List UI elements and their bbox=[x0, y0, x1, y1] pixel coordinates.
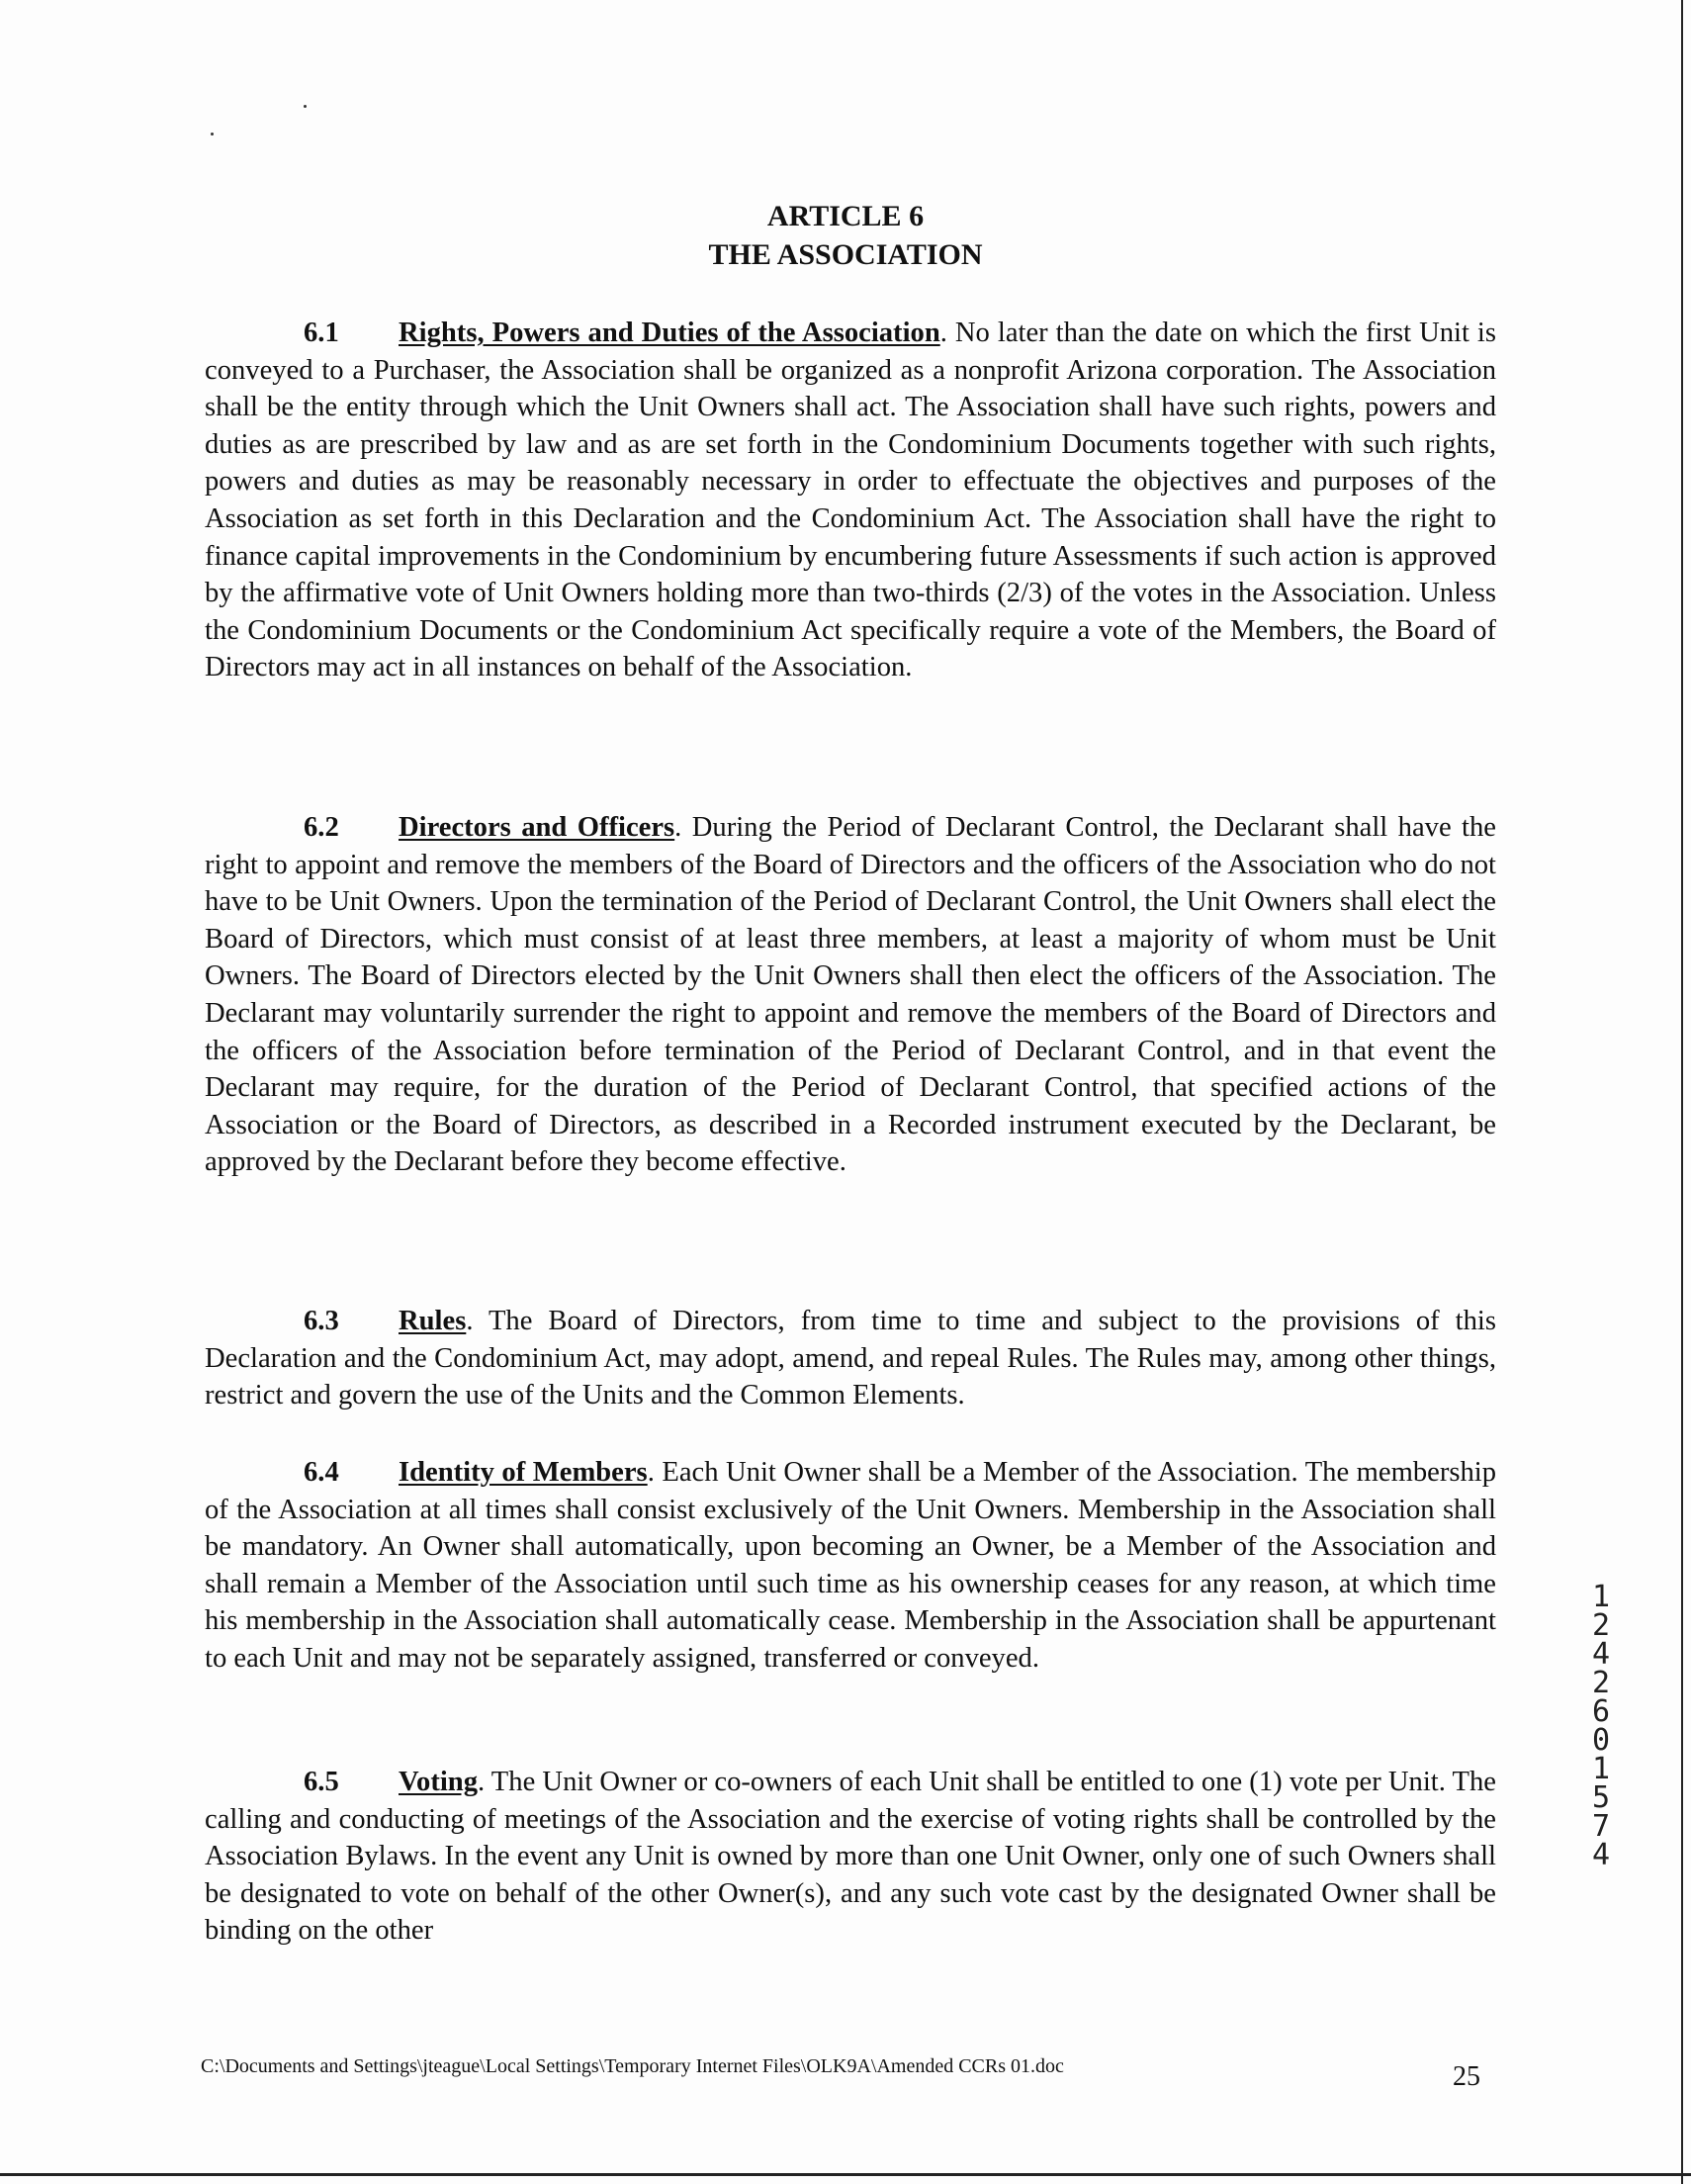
section-number: 6.5 bbox=[304, 1767, 339, 1797]
scan-speck bbox=[211, 133, 214, 136]
section-6-1-block bbox=[205, 315, 1496, 723]
section-6-2-block bbox=[205, 809, 1496, 1218]
section-paragraph bbox=[205, 1303, 1496, 1414]
article-title: THE ASSOCIATION bbox=[708, 238, 983, 271]
section-number: 6.3 bbox=[304, 1306, 339, 1336]
section-title: Rules bbox=[399, 1306, 467, 1336]
section-text: . Each Unit Owner shall be a Member of the Association. The membership of the Association at all times shall consist exclusively of the Unit Owners. Membership in the Association shall be mandatory. An Owner shall automatically, upon becoming an Owner, be a Member of the Association and shall remain a Member of the Association until such time as his ownership ceases for any reason, at which time his membership in the Association shall automatically cease. Membership in the Association shall be appurtenant to each Unit and may not be separately assigned, transferred or conveyed. bbox=[205, 1457, 1497, 1674]
footer-file-path: C:\Documents and Settings\jteague\Local Settings\Temporary Internet Files\OLK9A\Amended CCRs 01.doc bbox=[201, 2055, 1064, 2077]
section-title: Directors and Officers bbox=[399, 812, 675, 843]
scan-speck bbox=[304, 105, 307, 108]
section-text: . During the Period of Declarant Control, the Declarant shall have the right to appoint and remove the members of the Board of Directors and the officers of the Association who do not have to be Unit Owners. Upon the termination of the Period of Declarant Control, the Unit Owners shall elect the Board of Directors, which must consist of at least three members, at least a majority of whom must be Unit Owners. The Board of Directors elected by the Unit Owners shall then elect the officers of the Association. The Declarant may voluntarily surrender the right to appoint and remove the members of the Board of Directors and the officers of the Association before termination of the Period of Declarant Control, and in that event the Declarant may require, for the duration of the Period of Declarant Control, that specified actions of the Association or the Board of Directors, as described in a Recorded instrument executed by the Declarant, be approved by the Declarant before they become effective. bbox=[205, 812, 1496, 1178]
section-6-5-block bbox=[205, 1764, 1496, 1986]
section-6-3-block bbox=[205, 1303, 1496, 1451]
scan-edge-bottom bbox=[0, 2173, 1691, 2176]
section-number: 6.4 bbox=[304, 1457, 339, 1488]
section-number: 6.2 bbox=[304, 812, 339, 843]
section-text: . The Unit Owner or co-owners of each Unit shall be entitled to one (1) vote per Unit. The calling and conducting of meetings of the Association and the exercise of voting rights shall be controlled by the Association Bylaws. In the event any Unit is owned by more than one Unit Owner, only one of such Owners shall be designated to vote on behalf of the other Owner(s), and any such vote cast by the designated Owner shall be binding on the other bbox=[205, 1767, 1496, 1947]
section-title: Voting bbox=[399, 1767, 478, 1797]
section-paragraph bbox=[205, 1764, 1496, 1950]
section-paragraph bbox=[205, 809, 1496, 1181]
section-6-4-block bbox=[205, 1454, 1496, 1714]
section-title: Rights, Powers and Duties of the Association bbox=[399, 318, 940, 348]
article-label: ARTICLE 6 bbox=[766, 200, 925, 232]
section-text: . No later than the date on which the first Unit is conveyed to a Purchaser, the Association shall be organized as a nonprofit Arizona corporation. The Association shall be the entity through which the Unit Owners shall act. The Association shall have such rights, powers and duties as are prescribed by law and as are set forth in the Condominium Documents together with such rights, powers and duties as may be reasonably necessary in order to effectuate the objectives and purposes of the Association as set forth in this Declaration and the Condominium Act. The Association shall have the right to finance capital improvements in the Condominium by encumbering future Assessments if such action is approved by the affirmative vote of Unit Owners holding more than two-thirds (2/3) of the votes in the Association. Unless the Condominium Documents or the Condominium Act specifically require a vote of the Members, the Board of Directors may act in all instances on behalf of the Association. bbox=[205, 318, 1496, 683]
section-text: . The Board of Directors, from time to time and subject to the provisions of this Declaration and the Condominium Act, may adopt, amend, and repeal Rules. The Rules may, among other things, restrict and govern the use of the Units and the Common Elements. bbox=[205, 1306, 1496, 1411]
section-number: 6.1 bbox=[304, 318, 339, 348]
scan-edge-right bbox=[1681, 0, 1683, 2184]
recording-stamp: 12426 0157 4 bbox=[1591, 1580, 1611, 1872]
page-number: 25 bbox=[1453, 2061, 1480, 2092]
section-title: Identity of Members bbox=[399, 1457, 648, 1488]
section-paragraph bbox=[205, 1454, 1496, 1678]
section-paragraph bbox=[205, 315, 1496, 686]
